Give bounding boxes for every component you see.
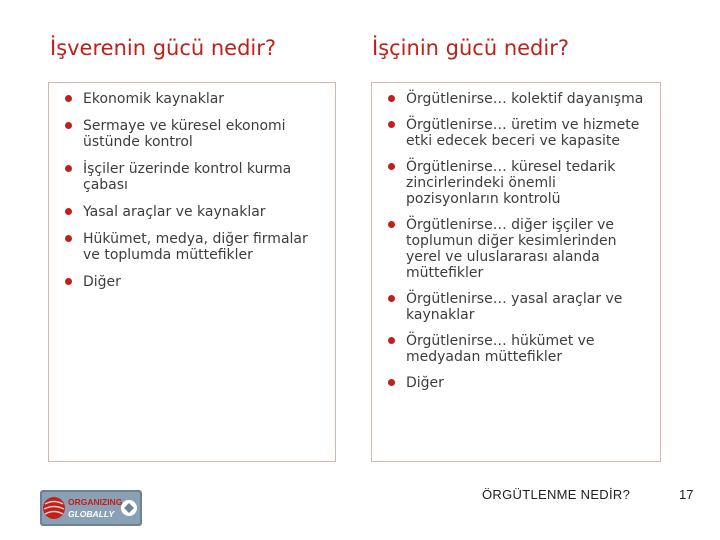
list-item-text: Yasal araçlar ve kaynaklar (83, 204, 266, 220)
list-item-text: Örgütlenirse… hükümet ve medyadan müttefikler (406, 333, 595, 365)
logo-line1: ORGANIZING (68, 497, 123, 507)
bullet-icon (388, 337, 395, 344)
list-item (384, 291, 650, 323)
list-item (384, 117, 650, 149)
list-item-text: Sermaye ve küresel ekonomi üstünde kontrol (83, 118, 286, 150)
bullet-icon (65, 235, 72, 242)
logo-line2: GLOBALLY (68, 509, 115, 519)
list-item (61, 161, 325, 193)
list-item-text: Örgütlenirse… kolektif dayanışma (406, 91, 644, 107)
worker-power-list (372, 83, 660, 391)
list-item-text: Diğer (83, 274, 121, 290)
footer-section-label: ÖRGÜTLENME NEDİR? (482, 487, 631, 502)
bullet-icon (388, 379, 395, 386)
bullet-icon (388, 95, 395, 102)
bullet-icon (65, 278, 72, 285)
bullet-icon (65, 95, 72, 102)
list-item-text: İşçiler üzerinde kontrol kurma çabası (83, 161, 292, 193)
list-item-text: Örgütlenirse… küresel tedarik zincirlerindeki önemli pozisyonların kontrolü (406, 159, 616, 207)
list-item (61, 274, 325, 290)
list-item-text: Diğer (406, 375, 444, 391)
left-column-title: İşverenin gücü nedir? (50, 36, 277, 60)
bullet-icon (388, 221, 395, 228)
globe-logo-icon (40, 490, 142, 526)
organizing-globally-logo (40, 490, 142, 526)
list-item (61, 118, 325, 150)
bullet-icon (65, 165, 72, 172)
worker-power-box (371, 82, 661, 462)
bullet-icon (388, 163, 395, 170)
list-item (384, 91, 650, 107)
list-item (61, 91, 325, 107)
list-item-text: Örgütlenirse… üretim ve hizmete etki edecek beceri ve kapasite (406, 117, 640, 149)
list-item-text: Hükümet, medya, diğer firmalar ve toplumda müttefikler (83, 231, 308, 263)
list-item (61, 204, 325, 220)
list-item (384, 217, 650, 281)
employer-power-box (48, 82, 336, 462)
bullet-icon (65, 208, 72, 215)
bullet-icon (388, 295, 395, 302)
list-item-text: Ekonomik kaynaklar (83, 91, 225, 107)
employer-power-list (49, 83, 335, 290)
bullet-icon (388, 121, 395, 128)
list-item (384, 333, 650, 365)
list-item-text: Örgütlenirse… yasal araçlar ve kaynaklar (406, 291, 623, 323)
bullet-icon (65, 122, 72, 129)
list-item-text: Örgütlenirse… diğer işçiler ve toplumun diğer kesimlerinden yerel ve uluslararası alanda müttefikler (406, 217, 617, 281)
right-column-title: İşçinin gücü nedir? (372, 36, 569, 60)
list-item (384, 375, 650, 391)
list-item (61, 231, 325, 263)
page-number: 17 (679, 487, 694, 502)
list-item (384, 159, 650, 207)
